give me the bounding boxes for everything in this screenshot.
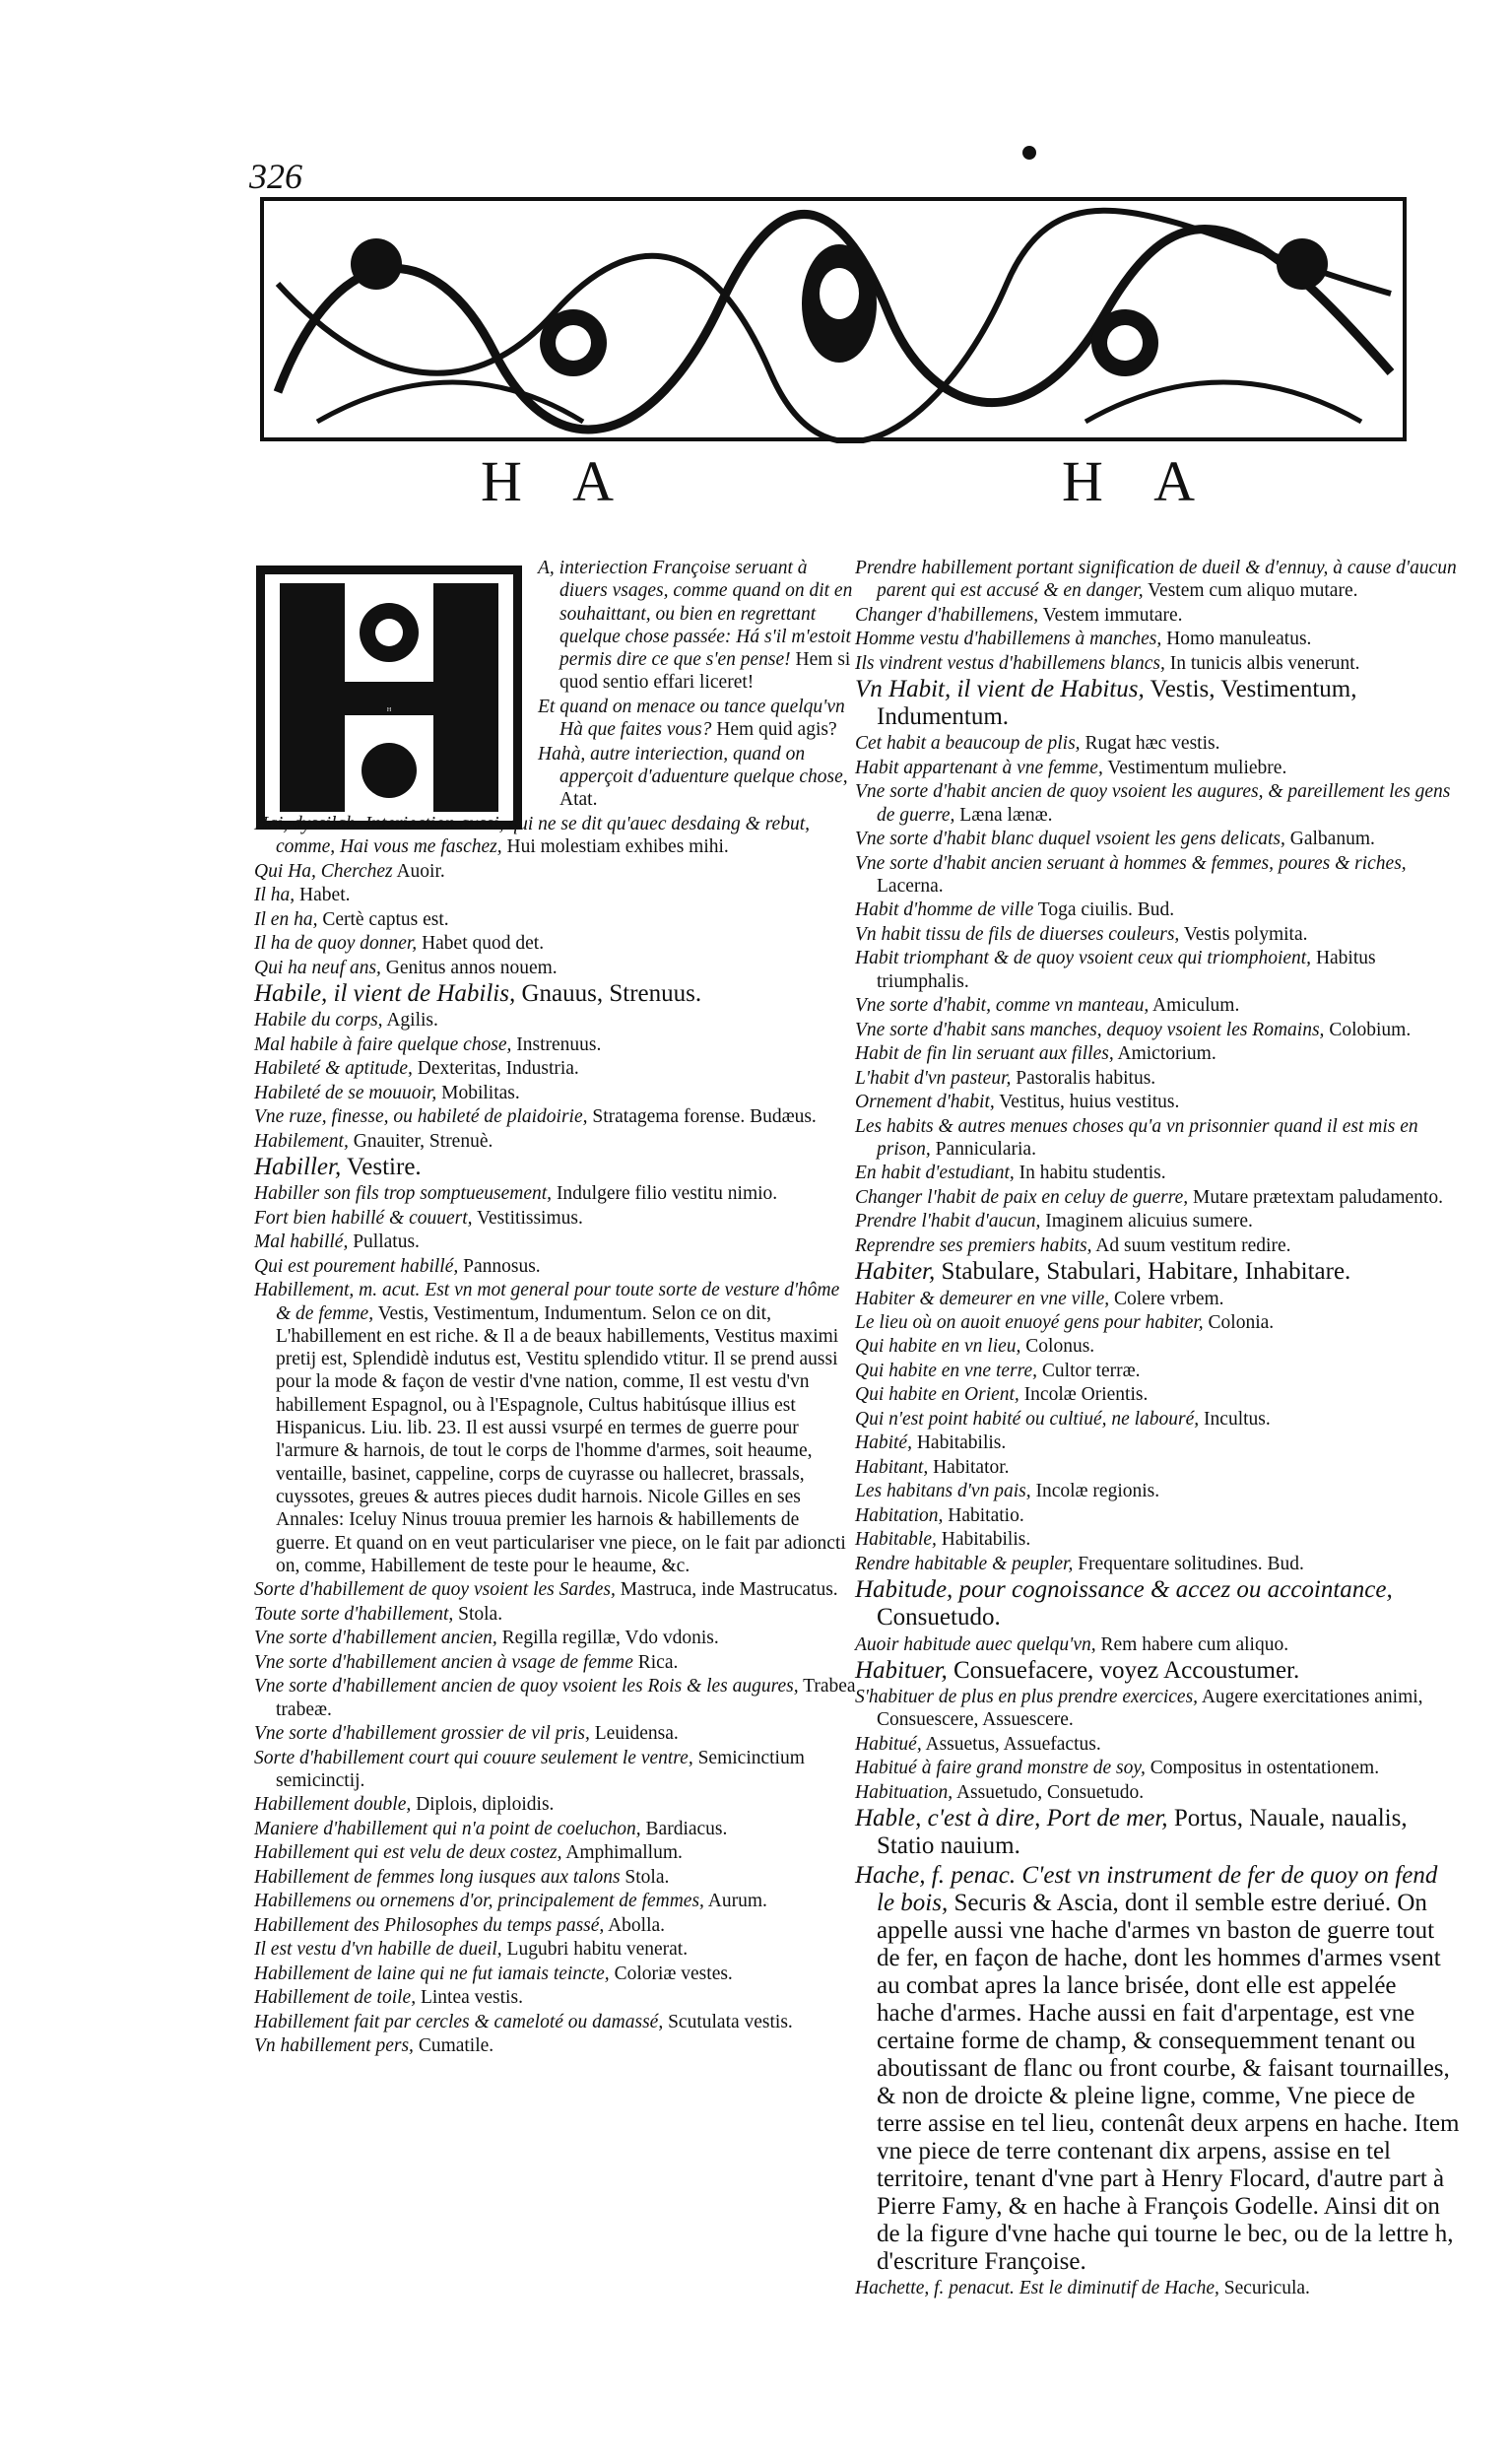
entry-latin: Instrenuus. <box>511 1033 602 1055</box>
entry-latin: Vestire. <box>341 1154 422 1181</box>
running-header-left: H A <box>481 449 634 513</box>
entry-french: Habit de fin lin seruant aux filles, <box>855 1043 1114 1065</box>
dictionary-entry <box>254 1986 857 2009</box>
dictionary-entry <box>254 1651 857 1674</box>
dictionary-entry <box>254 813 857 859</box>
entry-french: Habillement de femmes long iusques aux talons <box>254 1866 621 1888</box>
entry-latin: Stola. <box>620 1866 670 1888</box>
dictionary-entry <box>855 1258 1460 1286</box>
entry-french: Il ha de quoy donner, <box>254 933 418 955</box>
dictionary-entry <box>254 1747 857 1793</box>
entry-latin: Auoir. <box>392 860 445 882</box>
entry-latin: Amictorium. <box>1113 1043 1216 1065</box>
entry-french: Hable, c'est à dire, Port de mer, <box>855 1805 1168 1832</box>
entry-french: Habitation, <box>855 1504 944 1526</box>
entry-latin: Bardiacus. <box>640 1818 728 1839</box>
entry-latin: Trabea trabeæ. <box>276 1676 856 1720</box>
entry-french: Habilement, <box>254 1130 349 1152</box>
dictionary-entry <box>254 1105 857 1128</box>
dictionary-entry <box>254 2034 857 2057</box>
dictionary-entry <box>254 1255 857 1278</box>
dictionary-entry <box>855 652 1460 675</box>
entry-french: Habile, il vient de Habilis, <box>254 980 516 1008</box>
entry-latin: Mobilitas. <box>436 1082 520 1103</box>
dictionary-entry <box>538 743 857 812</box>
entry-latin: Habitabilis. <box>911 1432 1007 1454</box>
entry-french: Habiter, <box>855 1258 936 1286</box>
entry-french: Vn habillement pers, <box>254 2035 414 2057</box>
entry-french: Habillemens ou ornemens d'or, principalement de femmes, <box>254 1891 704 1912</box>
dictionary-entry <box>254 1009 857 1032</box>
entry-french: Habiter & demeurer en vne ville, <box>855 1288 1110 1309</box>
entry-latin: Agilis. <box>382 1010 438 1032</box>
entry-latin: Assuetudo, Consuetudo. <box>953 1781 1145 1803</box>
entry-french: Vne sorte d'habit ancien seruant à hommes & femmes, poures & riches, <box>855 852 1407 874</box>
dictionary-entry <box>254 1603 857 1626</box>
entry-french: Habillement qui est velu de deux costez, <box>254 1842 562 1864</box>
entry-french: Il ha, <box>254 885 296 906</box>
entry-french: Changer d'habillemens, <box>855 604 1039 626</box>
entry-latin: Vestimentum muliebre. <box>1102 757 1287 778</box>
dictionary-entry <box>855 1686 1460 1732</box>
dictionary-entry <box>538 696 857 742</box>
entry-latin: Cumatile. <box>413 2035 494 2057</box>
entry-latin: Semicinctium semicinctij. <box>276 1747 805 1791</box>
entry-latin: Toga ciuilis. Bud. <box>1033 899 1175 921</box>
dictionary-entry <box>855 1210 1460 1232</box>
entry-latin: Gnauus, Strenuus. <box>515 980 702 1008</box>
entry-latin: Diplois, diploidis. <box>411 1794 555 1816</box>
entry-latin: Lugubri habitu venerat. <box>501 1939 689 1961</box>
dictionary-entry <box>254 1793 857 1816</box>
dictionary-entry <box>855 1311 1460 1334</box>
entry-latin: Indulgere filio vestitu nimio. <box>552 1183 778 1205</box>
dictionary-entry <box>254 1890 857 1912</box>
entry-latin: Habet. <box>295 885 351 906</box>
entry-french: Habillement fait par cercles & cameloté ou damassé, <box>254 2011 664 2032</box>
entry-french: Habillement, m. acut. Est vn mot general pour toute sorte de vesture d'hôme & de femme, <box>254 1280 840 1324</box>
entry-french: Vne sorte d'habillement grossier de vil pris, <box>254 1723 590 1745</box>
dictionary-entry <box>855 780 1460 827</box>
page-number: 326 <box>249 157 302 196</box>
dictionary-entry <box>254 1722 857 1745</box>
dictionary-entry <box>855 1576 1460 1631</box>
entry-french: Hai, dyssilab. Interiection aussi, qui ne se dit qu'auec desdaing & rebut, comme, Hai vous me faschez, <box>254 813 811 858</box>
entry-latin: Lacerna. <box>877 875 944 897</box>
entry-latin: Rem habere cum aliquo. <box>1095 1633 1289 1655</box>
entry-french: Habituation, <box>855 1781 953 1803</box>
dictionary-entry <box>254 1627 857 1649</box>
lead-entry <box>254 557 857 812</box>
dictionary-entry <box>254 1841 857 1864</box>
entry-french: Habile du corps, <box>254 1010 383 1032</box>
entry-french: Et quand on menace ou tance quelqu'vn Hà que faites vous? <box>538 696 845 741</box>
dictionary-entry <box>855 604 1460 627</box>
dictionary-entry <box>855 1019 1460 1041</box>
entry-latin: Pannosus. <box>458 1255 541 1277</box>
entry-french: Qui habite en vn lieu, <box>855 1336 1021 1358</box>
entry-french: Vn habit tissu de fils de diuerses couleurs, <box>855 923 1180 945</box>
dictionary-entry <box>254 1866 857 1889</box>
entry-latin: Habet quod det. <box>417 933 545 955</box>
entry-latin: Vestitissimus. <box>472 1207 583 1229</box>
decorative-dot <box>1022 146 1036 160</box>
entry-french: Cet habit a beaucoup de plis, <box>855 733 1081 755</box>
entry-latin: Coloriæ vestes. <box>609 1963 733 1984</box>
dictionary-entry <box>254 860 857 883</box>
dictionary-entry <box>254 1231 857 1253</box>
entry-french: Homme vestu d'habillemens à manches, <box>855 629 1162 650</box>
entry-latin: Habitus triumphalis. <box>877 948 1376 992</box>
entry-french: Habit d'homme de ville <box>855 899 1034 921</box>
dictionary-entry <box>855 899 1460 921</box>
entry-latin: Dexteritas, Industria. <box>412 1058 579 1080</box>
entry-latin: Pullatus. <box>348 1232 420 1253</box>
entry-latin: Amiculum. <box>1149 995 1240 1017</box>
dictionary-entry <box>855 1234 1460 1257</box>
entry-french: Habit triomphant & de quoy vsoient ceux qui triomphoient, <box>855 948 1312 969</box>
entry-latin: Imaginem alicuius sumere. <box>1040 1211 1253 1232</box>
dictionary-entry <box>855 1757 1460 1779</box>
entry-latin: Hem quid agis? <box>711 719 837 741</box>
entry-french: Prendre habillement portant signification de dueil & d'ennuy, à cause d'aucun parent qui est accusé & en danger, <box>855 558 1457 602</box>
entry-french: Il en ha, <box>254 908 318 930</box>
entry-french: Auoir habitude auec quelqu'vn, <box>855 1633 1096 1655</box>
entry-french: Habiller, <box>254 1154 342 1181</box>
entry-latin: Securis & Ascia, dont il semble estre deriué. On appelle aussi vne hache d'armes vn baston de guerre tout de fer, en façon de hache, dont les hommes d'armes vsent au combat apres la lance brisée, dont elle est appelée hache d'armes. Hache aussi en fait d'arpentage, est vne certaine forme de champ, & consequemment tenant ou aboutissant de flanc ou front courbe, & faisant tournailles, & non de droicte & pleine ligne, comme, Vne piece de terre assise en tel lieu, contenât deux arpens en hache. Item vne piece de terre contenant dix arpens, assise en tel territoire, tenant d'vne part à Henry Flocard, d'autre part à Pierre Famy, & en hache à François Godelle. Ainsi dit on de la figure d'vne hache qui tourne le bec, ou de la lettre h, d'escriture Françoise. <box>877 1889 1460 2275</box>
entry-french: Le lieu où on auoit enuoyé gens pour habiter, <box>855 1312 1204 1333</box>
dictionary-entry <box>254 1963 857 1985</box>
entry-latin: Vestem cum aliquo mutare. <box>1143 580 1358 602</box>
entry-french: Habit appartenant à vne femme, <box>855 757 1103 778</box>
entry-latin: Certè captus est. <box>317 908 449 930</box>
entry-french: Mal habillé, <box>254 1232 349 1253</box>
entry-latin: Habitatio. <box>943 1504 1024 1526</box>
entry-latin: Genitus annos nouem. <box>380 957 558 978</box>
entry-latin: Colonus. <box>1020 1336 1095 1358</box>
entry-latin: Compositus in ostentationem. <box>1145 1758 1380 1779</box>
entry-latin: Scutulata vestis. <box>663 2011 793 2032</box>
dictionary-entry <box>254 1033 857 1056</box>
entry-latin: Colobium. <box>1324 1019 1412 1040</box>
entry-french: Habitant, <box>855 1456 929 1478</box>
dictionary-entry <box>855 676 1460 731</box>
entry-french: Habillement double, <box>254 1794 412 1816</box>
entry-french: Maniere d'habillement qui n'a point de coeluchon, <box>254 1818 641 1839</box>
entry-french: Hachette, f. penacut. Est le diminutif de Hache, <box>855 2277 1219 2298</box>
entry-french: Habitude, pour cognoissance & accez ou accointance, <box>855 1576 1393 1604</box>
entry-french: S'habituer de plus en plus prendre exercices, <box>855 1687 1199 1708</box>
entry-french: L'habit d'vn pasteur, <box>855 1067 1012 1089</box>
entry-latin: Stratagema forense. Budæus. <box>587 1106 817 1128</box>
dictionary-entry <box>855 1115 1460 1162</box>
entry-latin: Ad suum vestitum redire. <box>1091 1234 1291 1256</box>
dictionary-entry <box>855 828 1460 850</box>
entry-french: Habitué à faire grand monstre de soy, <box>855 1758 1146 1779</box>
dictionary-entry <box>254 1675 857 1721</box>
entry-latin: Læna lænæ. <box>954 804 1053 826</box>
dictionary-entry <box>855 1408 1460 1431</box>
entry-french: Habileté & aptitude, <box>254 1058 413 1080</box>
dictionary-entry <box>855 1162 1460 1184</box>
dictionary-entry <box>254 957 857 979</box>
dictionary-entry <box>855 1288 1460 1310</box>
entry-latin: Mastruca, inde Mastrucatus. <box>615 1579 838 1601</box>
entry-latin: Vestis polymita. <box>1179 923 1308 945</box>
entry-french: Habité, <box>855 1432 912 1454</box>
dictionary-entry <box>855 1553 1460 1575</box>
entry-french: Qui Ha, Cherchez <box>254 860 393 882</box>
entry-latin: Consuetudo. <box>877 1604 1001 1631</box>
entry-french: Qui n'est point habité ou cultiué, ne labouré, <box>855 1408 1200 1430</box>
dictionary-entry <box>254 884 857 906</box>
entry-latin: Stola. <box>453 1603 503 1625</box>
dictionary-entry <box>254 932 857 955</box>
entry-latin: Hem si quod sentio effari liceret! <box>559 649 851 694</box>
entry-latin: Atat. <box>559 789 598 811</box>
dictionary-entry <box>254 1279 857 1577</box>
entry-latin: Habitabilis. <box>936 1529 1031 1551</box>
dictionary-entry <box>855 1480 1460 1502</box>
dictionary-entry <box>855 1805 1460 1860</box>
entry-french: Qui est pourement habillé, <box>254 1255 459 1277</box>
dictionary-entry <box>855 1862 1460 2276</box>
dictionary-entry <box>855 1042 1460 1065</box>
dictionary-entry <box>855 1781 1460 1804</box>
entry-french: Sorte d'habillement de quoy vsoient les Sardes, <box>254 1579 616 1601</box>
column-right <box>855 557 1460 2300</box>
entry-latin: Regilla regillæ, Vdo vdonis. <box>496 1628 719 1649</box>
dictionary-entry <box>855 1633 1460 1656</box>
dictionary-entry <box>855 923 1460 946</box>
dictionary-entry <box>855 1456 1460 1479</box>
dictionary-entry <box>254 908 857 931</box>
entry-french: Rendre habitable & peupler, <box>855 1553 1074 1574</box>
entry-latin: Colonia. <box>1203 1312 1275 1333</box>
entry-latin: Leuidensa. <box>589 1723 679 1745</box>
entry-french: Qui ha neuf ans, <box>254 957 381 978</box>
entry-latin: Vestem immutare. <box>1038 604 1183 626</box>
entry-latin: Habitator. <box>928 1456 1010 1478</box>
dictionary-entry <box>855 732 1460 755</box>
dictionary-entry <box>855 1657 1460 1685</box>
entry-latin: Consuefacere, voyez Accoustumer. <box>947 1657 1300 1684</box>
dictionary-entry <box>254 1130 857 1153</box>
entry-latin: Lintea vestis. <box>416 1987 523 2009</box>
entry-french: Vne sorte d'habit ancien de quoy vsoient les augures, & pareillement les gens de guerre, <box>855 781 1451 826</box>
entry-french: Les habitans d'vn pais, <box>855 1481 1031 1502</box>
right-entry-list <box>855 557 1460 2299</box>
entry-french: Vne sorte d'habillement ancien de quoy vsoient les Rois & les augures, <box>254 1676 799 1697</box>
dictionary-entry <box>855 557 1460 603</box>
dictionary-entry <box>855 2277 1460 2299</box>
dictionary-entry <box>855 947 1460 993</box>
entry-latin: Vestis, Vestimentum, Indumentum. <box>877 676 1357 731</box>
dictionary-entry <box>855 1067 1460 1090</box>
entry-french: Qui habite en vne terre, <box>855 1360 1038 1381</box>
entry-latin: Homo manuleatus. <box>1161 629 1312 650</box>
entry-latin: Incolæ regionis. <box>1030 1481 1160 1502</box>
entry-french: Les habits & autres menues choses qu'a vn prisonnier quand il est mis en prison, <box>855 1115 1418 1160</box>
entry-latin: Pastoralis habitus. <box>1011 1067 1156 1089</box>
entry-french: Habillement des Philosophes du temps passé, <box>254 1914 605 1936</box>
left-entry-list <box>254 813 857 2058</box>
entry-french: Vne sorte d'habit sans manches, dequoy vsoient les Romains, <box>855 1019 1325 1040</box>
dictionary-entry <box>254 1082 857 1104</box>
entry-french: Mal habile à faire quelque chose, <box>254 1033 512 1055</box>
dictionary-entry <box>855 757 1460 779</box>
dictionary-entry <box>855 1528 1460 1551</box>
column-left <box>254 557 857 2059</box>
entry-latin: In habitu studentis. <box>1014 1163 1166 1184</box>
entry-latin: Stabulare, Stabulari, Habitare, Inhabitare. <box>935 1258 1351 1286</box>
entry-french: Habillement de toile, <box>254 1987 417 2009</box>
entry-french: A, interiection Françoise seruant à diuers vsages, comme quand on dit en souhaittant, ou bien en regrettant quelque chose passée: Há s'il m'estoit permis dire ce que s'en pense! <box>538 558 853 671</box>
entry-latin: Amphimallum. <box>561 1842 683 1864</box>
entry-french: Hache, f. penac. C'est vn instrument de fer de quoy on fend le bois, <box>855 1861 1438 1916</box>
dictionary-entry <box>855 1733 1460 1756</box>
entry-latin: Aurum. <box>703 1891 767 1912</box>
dictionary-entry <box>538 557 857 695</box>
entry-french: Habitable, <box>855 1529 937 1551</box>
entry-latin: Augere exercitationes animi, Consuescere, Assuescere. <box>877 1687 1423 1731</box>
entry-latin: Incultus. <box>1199 1408 1271 1430</box>
entry-french: Habituer, <box>855 1657 948 1684</box>
dictionary-entry <box>855 1360 1460 1382</box>
entry-french: Habitué, <box>855 1733 922 1755</box>
entry-latin: Incolæ Orientis. <box>1019 1384 1149 1406</box>
entry-french: Vne sorte d'habillement ancien à vsage de femme <box>254 1651 633 1673</box>
dictionary-entry <box>855 852 1460 899</box>
entry-french: Prendre l'habit d'aucun, <box>855 1211 1041 1232</box>
dictionary-entry <box>254 1938 857 1961</box>
entry-french: Reprendre ses premiers habits, <box>855 1234 1092 1256</box>
entry-french: Qui habite en Orient, <box>855 1384 1019 1406</box>
entry-latin: Frequentare solitudines. Bud. <box>1073 1553 1304 1574</box>
dictionary-entry <box>855 1431 1460 1454</box>
dictionary-entry <box>254 1154 857 1181</box>
dictionary-entry <box>254 1207 857 1230</box>
entry-french: Ils vindrent vestus d'habillemens blancs, <box>855 652 1165 674</box>
dictionary-entry <box>855 1383 1460 1406</box>
entry-french: Vne sorte d'habit blanc duquel vsoient les gens delicats, <box>855 829 1285 850</box>
entry-french: Vn Habit, il vient de Habitus, <box>855 676 1145 703</box>
dictionary-entry <box>254 1182 857 1205</box>
entry-latin: Vestis, Vestimentum, Indumentum. Selon ce on dit, L'habillement en est riche. & Il a de beaux habillements, Vestitus maximi pretij est, Splendidè indutus est, Vestitu splendido vtitur. Il se prend aussi pour la mode & façon de vestir d'vne nation, comme, Il est vestu d'vn habillement Espagnol, ou à l'Espagnole, Cultus habitúsque illius est Hispanicus. Liu. lib. 23. Il est aussi vsurpé en termes de guerre pour l'armure & harnois, de tout le corps de l'homme d'armes, soit heaume, ventaille, basinet, cappeline, corps de cuyrasse ou hallecret, brassals, cuyssotes, greues & autres pieces dudit harnois. Nicole Gilles en ses Annales: Iceluy Ninus trouua premier les harnois & habillements de guerre. Et quand on en veut particulariser vne piece, on le fait par adioncti on, comme, Habillement de teste pour le heaume, &c. <box>276 1302 846 1576</box>
entry-french: Changer l'habit de paix en celuy de guerre, <box>855 1186 1189 1208</box>
dictionary-entry <box>254 980 857 1008</box>
entry-latin: Assuetus, Assuefactus. <box>921 1733 1101 1755</box>
dictionary-entry <box>855 1186 1460 1209</box>
entry-latin: Pannicularia. <box>930 1138 1036 1160</box>
entry-french: Vne sorte d'habit, comme vn manteau, <box>855 995 1150 1017</box>
entry-latin: Rugat hæc vestis. <box>1080 733 1220 755</box>
entry-french: Ornement d'habit, <box>855 1092 995 1113</box>
entry-french: Fort bien habillé & couuert, <box>254 1207 473 1229</box>
dictionary-entry <box>855 1091 1460 1113</box>
entry-latin: Abolla. <box>604 1914 666 1936</box>
entry-french: Toute sorte d'habillement, <box>254 1603 454 1625</box>
entry-french: Habillement de laine qui ne fut iamais teincte, <box>254 1963 610 1984</box>
dictionary-entry <box>855 1335 1460 1358</box>
dictionary-entry <box>855 628 1460 650</box>
entry-latin: Cultor terræ. <box>1037 1360 1141 1381</box>
running-header-right: H A <box>1062 449 1216 513</box>
dictionary-entry <box>254 1818 857 1840</box>
dictionary-entry <box>855 1504 1460 1527</box>
dictionary-entry <box>254 2011 857 2033</box>
entry-french: En habit d'estudiant, <box>855 1163 1015 1184</box>
dictionary-entry <box>254 1578 857 1601</box>
entry-latin: Portus, Nauale, naualis, Statio nauium. <box>877 1805 1408 1860</box>
entry-latin: Galbanum. <box>1284 829 1375 850</box>
dictionary-entry <box>855 994 1460 1017</box>
entry-latin: In tunicis albis venerunt. <box>1164 652 1360 674</box>
woodcut-headpiece <box>258 195 1409 443</box>
entry-latin: Hui molestiam exhibes mihi. <box>501 836 729 858</box>
dictionary-entry <box>254 1914 857 1937</box>
entry-latin: Securicula. <box>1218 2277 1310 2298</box>
entry-latin: Vestitus, huius vestitus. <box>994 1092 1180 1113</box>
entry-latin: Mutare prætextam paludamento. <box>1188 1186 1443 1208</box>
entry-latin: Rica. <box>632 1651 679 1673</box>
entry-french: Vne sorte d'habillement ancien, <box>254 1628 497 1649</box>
entry-french: Il est vestu d'vn habille de dueil, <box>254 1939 502 1961</box>
entry-french: Vne ruze, finesse, ou habileté de plaidoirie, <box>254 1106 588 1128</box>
dictionary-entry <box>254 1057 857 1080</box>
dropcap-letter: H <box>386 707 392 713</box>
entry-french: Hahà, autre interiection, quand on apperçoit d'aduenture quelque chose, <box>538 743 848 788</box>
entry-french: Sorte d'habillement court qui couure seulement le ventre, <box>254 1747 693 1768</box>
entry-latin: Gnauiter, Strenuè. <box>348 1130 493 1152</box>
entry-latin: Colere vrbem. <box>1109 1288 1224 1309</box>
entry-french: Habiller son fils trop somptueusement, <box>254 1183 553 1205</box>
entry-french: Habileté de se mouuoir, <box>254 1082 437 1103</box>
